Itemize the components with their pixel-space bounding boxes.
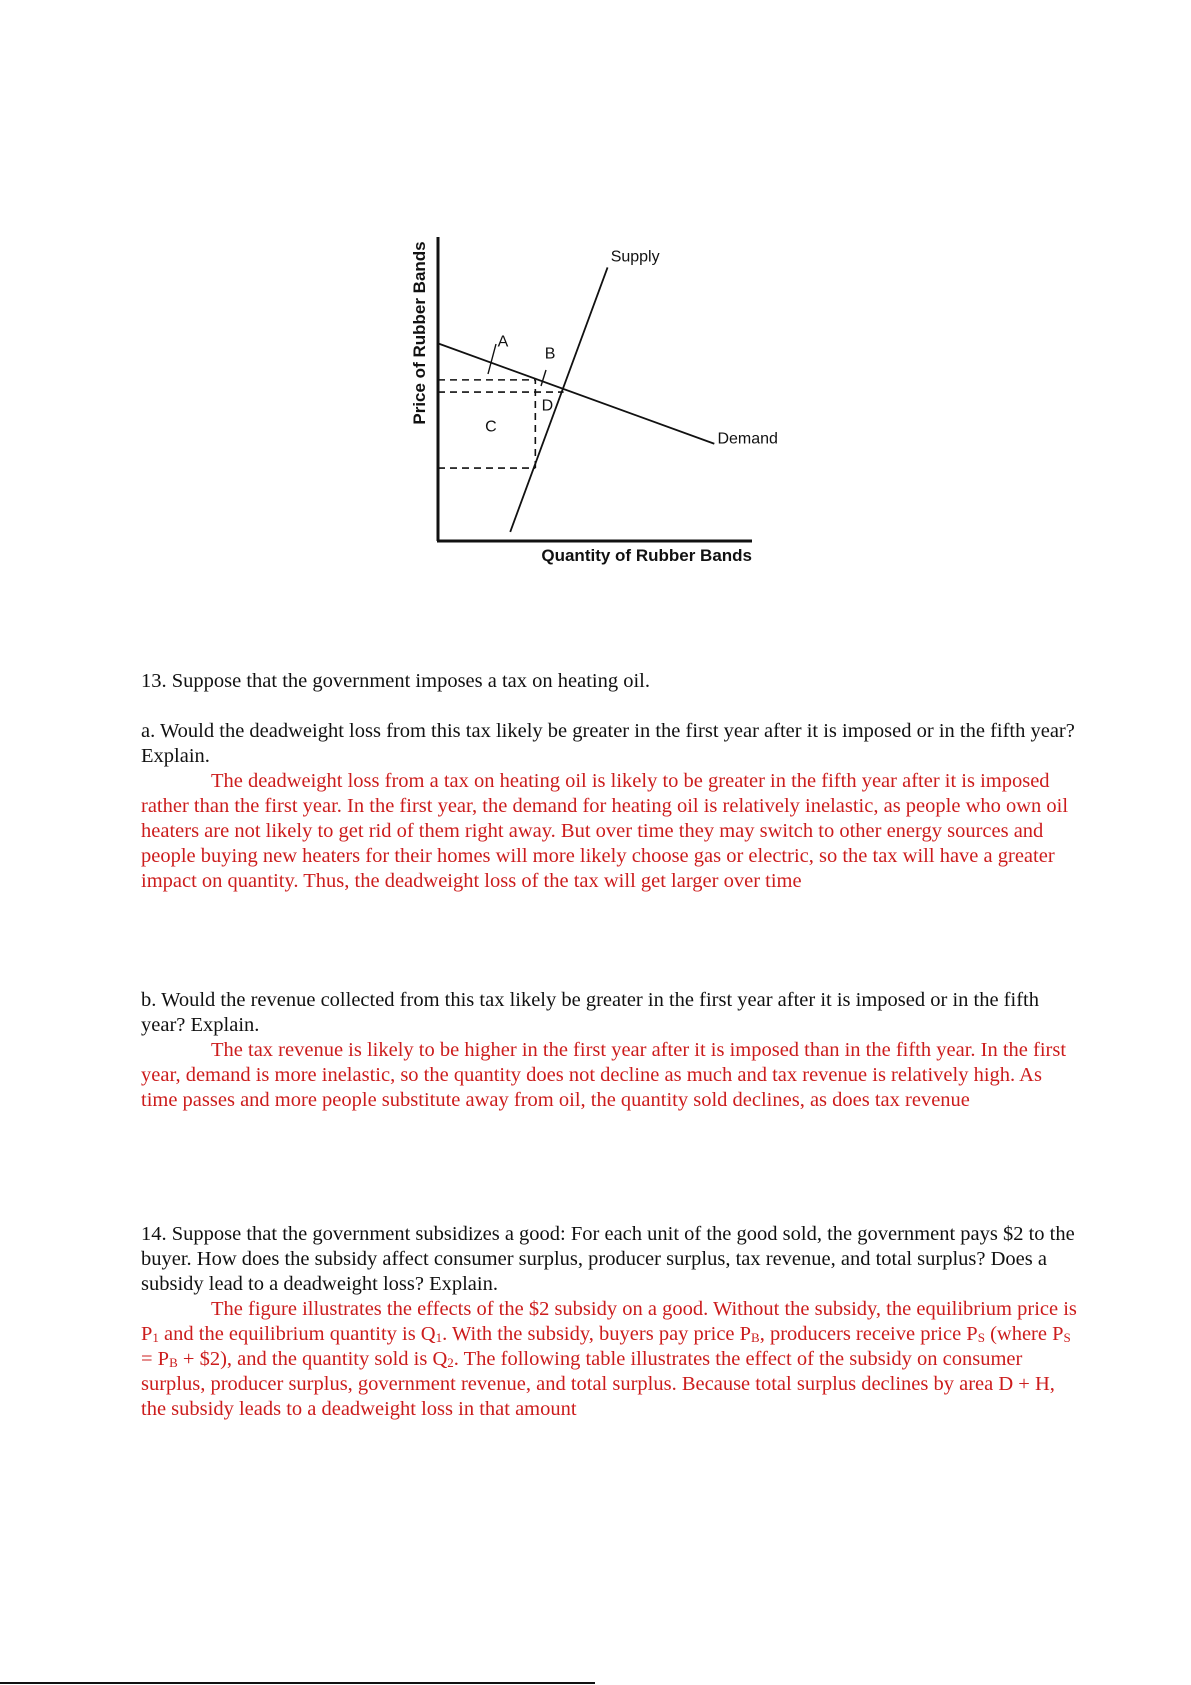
subscript: S [977,1330,985,1345]
supply-label: Supply [610,248,660,266]
area-a-leader [488,344,496,374]
question-13b-answer: The tax revenue is likely to be higher in the first year after it is imposed than in the fifth year. In the first year, demand is more inelastic, so the quantity does not decline as much and tax revenue is relatively high. As time passes and more people substitute away from oil, the quantity sold declines, as does tax revenue [141,1039,1067,1111]
x-axis-title: Quantity of Rubber Bands [541,546,752,565]
subscript: 1 [152,1330,159,1345]
subscript: B [751,1330,760,1345]
area-c-label: C [485,418,497,436]
answer-text: . The following table illustrates the effect of the subsidy on consumer surplus, producer surplus, government revenue, and total surplus. Because total surplus declines by area D + H, the subsidy leads to a deadweight loss in that amount [141,1348,1055,1420]
figure-svg [400,220,800,580]
question-13b-prompt: b. Would the revenue collected from this tax likely be greater in the first year after it is imposed or in the fifth year? Explain. [141,989,1039,1036]
area-a-label: A [497,333,509,351]
demand-label: Demand [717,430,778,448]
subscript: 2 [447,1355,454,1370]
question-14-prompt: 14. Suppose that the government subsidizes a good: For each unit of the good sold, the government pays $2 to the buyer. How does the subsidy affect consumer surplus, producer surplus, tax revenue, and total surplus? Does a subsidy lead to a deadweight loss? Explain. [141,1223,1075,1295]
supply-demand-figure [400,220,800,580]
y-axis-title: Price of Rubber Bands [410,241,429,425]
page-bottom-rule [0,1682,595,1684]
answer-text: + $2), and the quantity sold is Q [177,1348,448,1370]
subscript: 1 [435,1330,443,1345]
area-b-leader [541,370,546,386]
subscript: S [1063,1330,1071,1345]
question-13a-prompt: a. Would the deadweight loss from this tax likely be greater in the first year after it is imposed or in the fifth year? Explain. [141,720,1075,767]
answer-text: = P [141,1348,170,1370]
area-d-label: D [541,397,554,415]
question-14-answer [141,1297,1081,1422]
subscript: B [169,1355,178,1370]
answer-text: and the equilibrium quantity is Q [158,1323,436,1345]
demand-curve [438,343,714,443]
answer-text: . With the subsidy, buyers pay price P [442,1323,752,1345]
answer-text: (where P [984,1323,1064,1345]
area-b-label: B [544,345,556,363]
answer-text: The figure illustrates the effects of the $2 subsidy on a good. Without the subsidy, the equilibrium price is P [141,1298,1077,1345]
question-13-prompt: 13. Suppose that the government imposes a tax on heating oil. [141,670,650,692]
question-13a-answer: The deadweight loss from a tax on heating oil is likely to be greater in the fifth year after it is imposed rather than the first year. In the first year, the demand for heating oil is relatively inelastic, as people who own oil heaters are not likely to get rid of them right away. But over time they may switch to other energy sources and people buying new heaters for their homes will more likely choose gas or electric, so the tax will have a greater impact on quantity. Thus, the deadweight loss of the tax will get larger over time [141,770,1069,892]
answer-text: , producers receive price P [759,1323,978,1345]
